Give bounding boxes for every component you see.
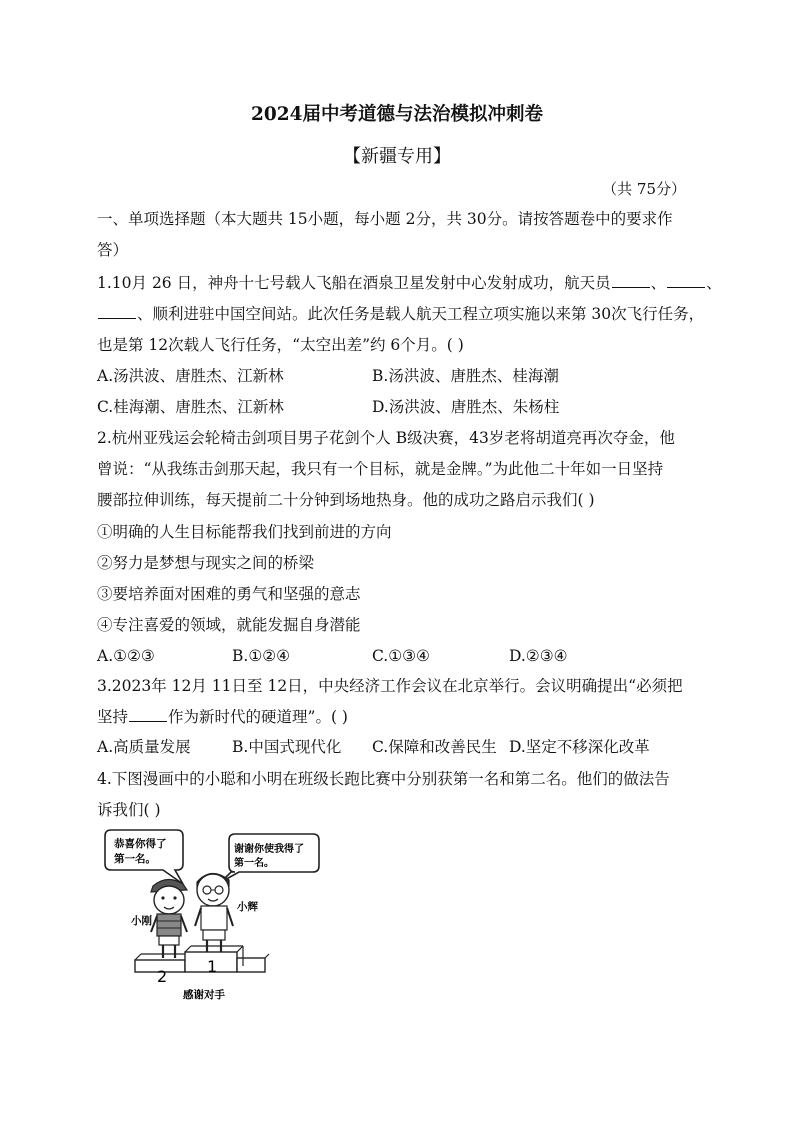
q4-stem-line1: 4.下图漫画中的小聪和小明在班级长跑比赛中分别获第一名和第二名。他们的做法告 [97,770,670,788]
page-title: 2024届中考道德与法治模拟冲刺卷 [251,104,543,125]
cartoon-caption: 感谢对手 [183,989,225,1001]
name-label-right: 小辉 [237,901,258,913]
q3-stem-line1: 3.2023年 12月 11日至 12日，中央经济工作会议在北京举行。会议明确提出“必须把 [97,677,683,695]
bubble-left-line2: 第一名。 [114,853,156,865]
cartoon-illustration [97,826,327,1004]
q2-statement-2: ②努力是梦想与现实之间的桥梁 [97,554,315,572]
boy-left-figure [131,879,187,958]
q2-stem-line2: 曾说：“从我练击剑那天起，我只有一个目标，就是金牌。”为此他二十年如一日坚持 [97,460,664,478]
q3-option-d: D.坚定不移深化改革 [509,738,650,756]
q2-statement-3: ③要培养面对困难的勇气和坚强的意志 [97,585,361,603]
speech-bubble-left [105,830,183,884]
q1-text-a: 1.10月 26 日，神舟十七号载人飞船在酒泉卫星发射中心发射成功，航天员 [97,274,611,292]
q2-statement-1: ①明确的人生目标能帮我们找到前进的方向 [97,523,392,541]
q1-option-c: C.桂海潮、唐胜杰、江新林 [97,398,284,416]
page-subtitle: 【新疆专用】 [343,146,451,167]
section-heading-line1: 一、单项选择题（本大题共 15小题，每小题 2分，共 30分。请按答题卷中的要求作 [97,210,673,228]
answer-blank [129,707,167,722]
q2-option-c: C.①③④ [372,647,430,665]
q2-stem-line3: 腰部拉伸训练，每天提前二十分钟到场地热身。他的成功之路启示我们( ) [97,491,595,509]
q3-stem-line2 [97,706,348,728]
podium-number-2: 2 [157,967,168,986]
section-heading-line2: 答） [97,241,129,259]
q2-stem-line1: 2.杭州亚残运会轮椅击剑项目男子花剑个人 B级决赛，43岁老将胡道亮再次夺金，他 [97,429,675,447]
bubble-right-line2: 第一名。 [234,858,274,869]
bubble-left-line1: 恭喜你得了 [114,838,167,850]
q1-stem-line2 [97,303,704,325]
q1-option-b: B.汤洪波、唐胜杰、桂海潮 [372,367,559,385]
name-label-left: 小刚 [131,915,152,927]
q1-stem-line1 [97,272,722,294]
q2-statement-4: ④专注喜爱的领域，就能发掘自身潜能 [97,616,361,634]
q3-option-b: B.中国式现代化 [232,738,342,756]
q2-option-a: A.①②③ [97,647,155,665]
q3-text-b: 作为新时代的硬道理”。( ) [168,708,348,726]
answer-blank [667,273,705,288]
podium [135,946,269,986]
q1-stem-line3: 也是第 12次载人飞行任务，“太空出差”约 6个月。( ) [97,336,464,354]
q1-text-b: 、 [650,274,667,292]
speech-bubble-right [221,834,319,882]
podium-number-1: 1 [207,957,218,976]
q1-option-d: D.汤洪波、唐胜杰、朱杨柱 [372,398,560,416]
q3-text-a: 坚持 [97,708,129,726]
q2-option-b: B.①②④ [232,647,291,665]
q2-option-d: D.②③④ [509,647,568,665]
q3-option-c: C.保障和改善民生 [372,738,497,756]
answer-blank [98,304,136,319]
q3-option-a: A.高质量发展 [97,738,191,756]
q4-stem-line2: 诉我们( ) [97,801,161,819]
q1-text-c: 、 [706,274,722,292]
boy-right-figure [195,873,258,952]
total-score: （共 75分） [602,180,686,198]
q1-option-a: A.汤洪波、唐胜杰、江新林 [97,367,284,385]
bubble-right-line1: 谢谢你使我得了 [234,844,304,855]
q1-text-line2: 、顺利进驻中国空间站。此次任务是载人航天工程立项实施以来第 30次飞行任务， [137,305,705,323]
answer-blank [612,273,650,288]
